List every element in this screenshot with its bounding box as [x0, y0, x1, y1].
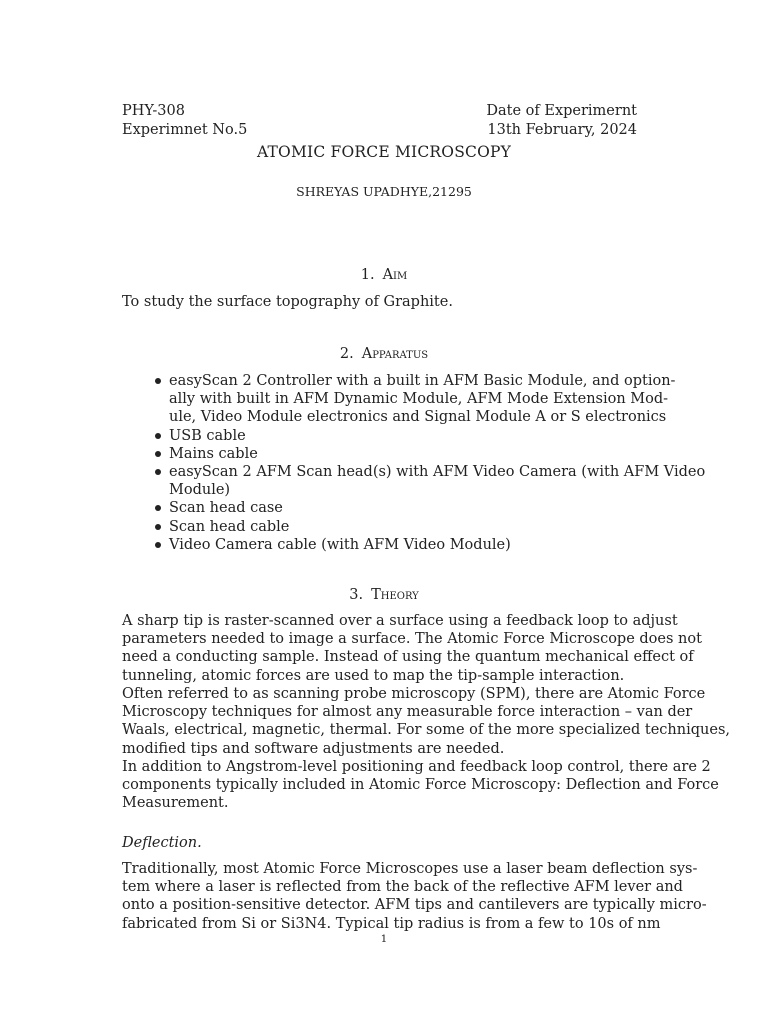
section-number: 1. — [360, 267, 375, 283]
list-item-line: Scan head case — [169, 500, 283, 517]
list-item-line: easyScan 2 Controller with a built in AFM Basic Module, and option- — [169, 373, 676, 389]
list-item — [155, 536, 638, 554]
list-item-line: USB cable — [169, 427, 246, 444]
list-item-line: Video Camera cable (with AFM Video Module) — [169, 536, 511, 553]
paragraph-line: need a conducting sample. Instead of using the quantum mechanical effect of — [122, 649, 694, 666]
theory-paragraph-1 — [122, 612, 702, 685]
deflection-subheading: Deflection. — [122, 835, 202, 851]
page-number: 1 — [380, 933, 388, 945]
list-item-line: easyScan 2 AFM Scan head(s) with AFM Video Camera (with AFM Video — [169, 463, 706, 480]
section-heading-theory — [0, 586, 768, 604]
section-title: Apparatus — [361, 346, 429, 362]
experiment-number: Experimnet No.5 — [122, 121, 248, 138]
paragraph-line: fabricated from Si or Si3N4. Typical tip radius is from a few to 10s of nm — [122, 915, 661, 932]
list-item-line: Mains cable — [169, 445, 258, 462]
paragraph-line: Traditionally, most Atomic Force Microscopes use a laser beam deflection sys- — [122, 861, 698, 877]
list-item — [155, 445, 638, 463]
header-left — [122, 102, 247, 139]
list-item — [155, 463, 706, 499]
aim-paragraph — [122, 293, 638, 311]
header-right — [486, 102, 637, 139]
bullet-icon — [155, 451, 161, 457]
list-item — [155, 499, 638, 517]
paragraph-line: Waals, electrical, magnetic, thermal. For some of the more specialized techniques, — [122, 722, 730, 739]
author-name: SHREYAS UPADHYE,21295 — [296, 184, 472, 199]
bullet-icon — [155, 433, 161, 439]
paragraph-line: Microscopy techniques for almost any measurable force interaction – van der — [122, 704, 693, 721]
section-title: Theory — [371, 587, 419, 603]
section-number: 3. — [349, 587, 364, 603]
list-item — [155, 427, 638, 445]
paragraph-line: A sharp tip is raster-scanned over a surface using a feedback loop to adjust — [122, 613, 678, 629]
paragraph-line: components typically included in Atomic Force Microscopy: Deflection and Force — [122, 777, 719, 794]
list-item-line: Scan head cable — [169, 518, 290, 535]
bullet-icon — [155, 542, 161, 548]
theory-paragraph-3 — [122, 758, 719, 813]
bullet-icon — [155, 524, 161, 530]
paragraph-line: onto a position-sensitive detector. AFM tips and cantilevers are typically micro- — [122, 897, 707, 914]
paragraph-line: parameters needed to image a surface. The Atomic Force Microscope does not — [122, 631, 702, 648]
list-item-line: ule, Video Module electronics and Signal Module A or S electronics — [169, 409, 667, 426]
bullet-icon — [155, 378, 161, 384]
apparatus-list — [155, 372, 706, 554]
paragraph-line: In addition to Angstrom-level positioning and feedback loop control, there are 2 — [122, 759, 711, 775]
paragraph-line: To study the surface topography of Graphite. — [122, 294, 453, 310]
section-number: 2. — [339, 346, 354, 362]
theory-paragraph-4 — [122, 860, 707, 933]
section-heading-aim — [0, 266, 768, 284]
date-label: Date of Experimernt — [486, 103, 637, 119]
list-item — [155, 372, 676, 427]
paragraph-line: modified tips and software adjustments are needed. — [122, 740, 505, 757]
document-title: ATOMIC FORCE MICROSCOPY — [256, 143, 512, 161]
list-item — [155, 518, 638, 536]
bullet-icon — [155, 469, 161, 475]
section-title: Aim — [382, 267, 408, 283]
section-heading-apparatus — [0, 345, 768, 363]
list-item-line: ally with built in AFM Dynamic Module, AFM Mode Extension Mod- — [169, 391, 669, 408]
course-code: PHY-308 — [122, 103, 185, 119]
paragraph-line: Often referred to as scanning probe microscopy (SPM), there are Atomic Force — [122, 686, 706, 702]
theory-paragraph-2 — [122, 685, 730, 758]
paragraph-line: tunneling, atomic forces are used to map the tip-sample interaction. — [122, 667, 625, 684]
date-value: 13th February, 2024 — [487, 121, 637, 138]
paragraph-line: Measurement. — [122, 795, 229, 812]
paragraph-line: tem where a laser is reflected from the back of the reflective AFM lever and — [122, 879, 683, 896]
list-item-line: Module) — [169, 482, 231, 499]
